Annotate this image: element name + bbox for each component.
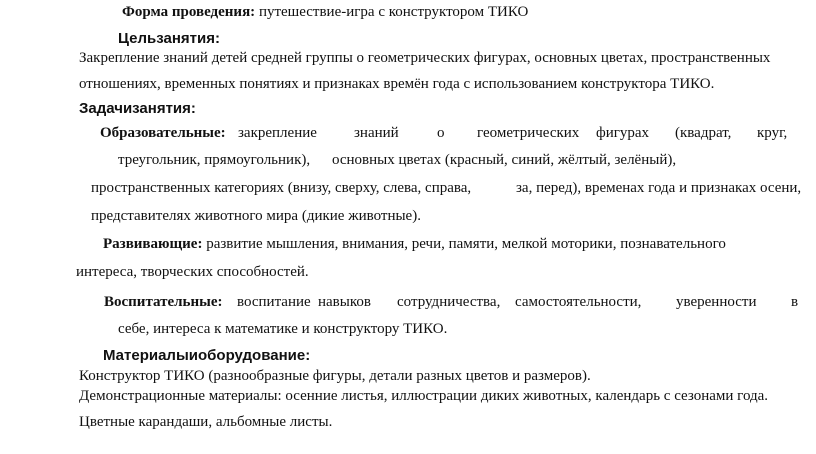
educational-line-3a: пространственных категориях (внизу, сверху, слева, справа, <box>91 180 472 196</box>
developmental-line-1 <box>103 235 726 253</box>
educational-label: Образовательные: <box>100 125 226 141</box>
developmental-text: развитие мышления, внимания, речи, памяти, мелкой моторики, познавательного <box>206 236 726 252</box>
word: круг, <box>757 125 788 141</box>
word: о <box>437 125 445 141</box>
word: воспитание <box>237 294 311 310</box>
upbringing-label: Воспитательные: <box>104 294 223 310</box>
educational-line-2a: треугольник, прямоугольник), <box>118 152 311 168</box>
goal-heading: Цельзанятия: <box>118 30 220 47</box>
forma-line <box>122 3 528 21</box>
educational-line-3 <box>0 179 816 197</box>
word: уверенности <box>676 294 757 310</box>
educational-line-1 <box>0 124 816 142</box>
word: геометрических <box>477 125 580 141</box>
materials-line-1: Конструктор ТИКО (разнообразные фигуры, детали разных цветов и размеров). <box>79 368 591 384</box>
word: навыков <box>318 294 371 310</box>
word: самостоятельности, <box>515 294 642 310</box>
word: знаний <box>354 125 399 141</box>
word: в <box>791 294 799 310</box>
materials-heading: Материалыиоборудование: <box>103 347 311 364</box>
word: (квадрат, <box>675 125 732 141</box>
tasks-heading: Задачизанятия: <box>79 100 196 117</box>
developmental-line-2: интереса, творческих способностей. <box>76 264 309 280</box>
forma-label: Форма проведения: <box>122 4 256 20</box>
educational-line-4: представителях животного мира (дикие животные). <box>91 208 421 224</box>
developmental-label: Развивающие: <box>103 236 203 252</box>
upbringing-line-2: себе, интереса к математике и конструктору ТИКО. <box>118 321 448 337</box>
forma-text: путешествие-игра с конструктором ТИКО <box>258 4 529 20</box>
word: закрепление <box>238 125 317 141</box>
educational-line-2b: основных цветах (красный, синий, жёлтый, зелёный), <box>332 152 677 168</box>
word: сотрудничества, <box>397 294 501 310</box>
goal-line-2: отношениях, временных понятиях и признаках времён года с использованием конструктора ТИКО. <box>79 76 715 92</box>
materials-line-2: Демонстрационные материалы: осенние листья, иллюстрации диких животных, календарь с сезонами года. <box>79 388 769 404</box>
materials-line-3: Цветные карандаши, альбомные листы. <box>79 414 333 430</box>
educational-line-2 <box>0 151 816 169</box>
word: фигурах <box>596 125 650 141</box>
upbringing-line-1 <box>0 293 816 311</box>
goal-line-1: Закрепление знаний детей средней группы о геометрических фигурах, основных цветах, пространственных <box>79 50 771 66</box>
educational-line-3b: за, перед), временах года и признаках осени, <box>516 180 802 196</box>
